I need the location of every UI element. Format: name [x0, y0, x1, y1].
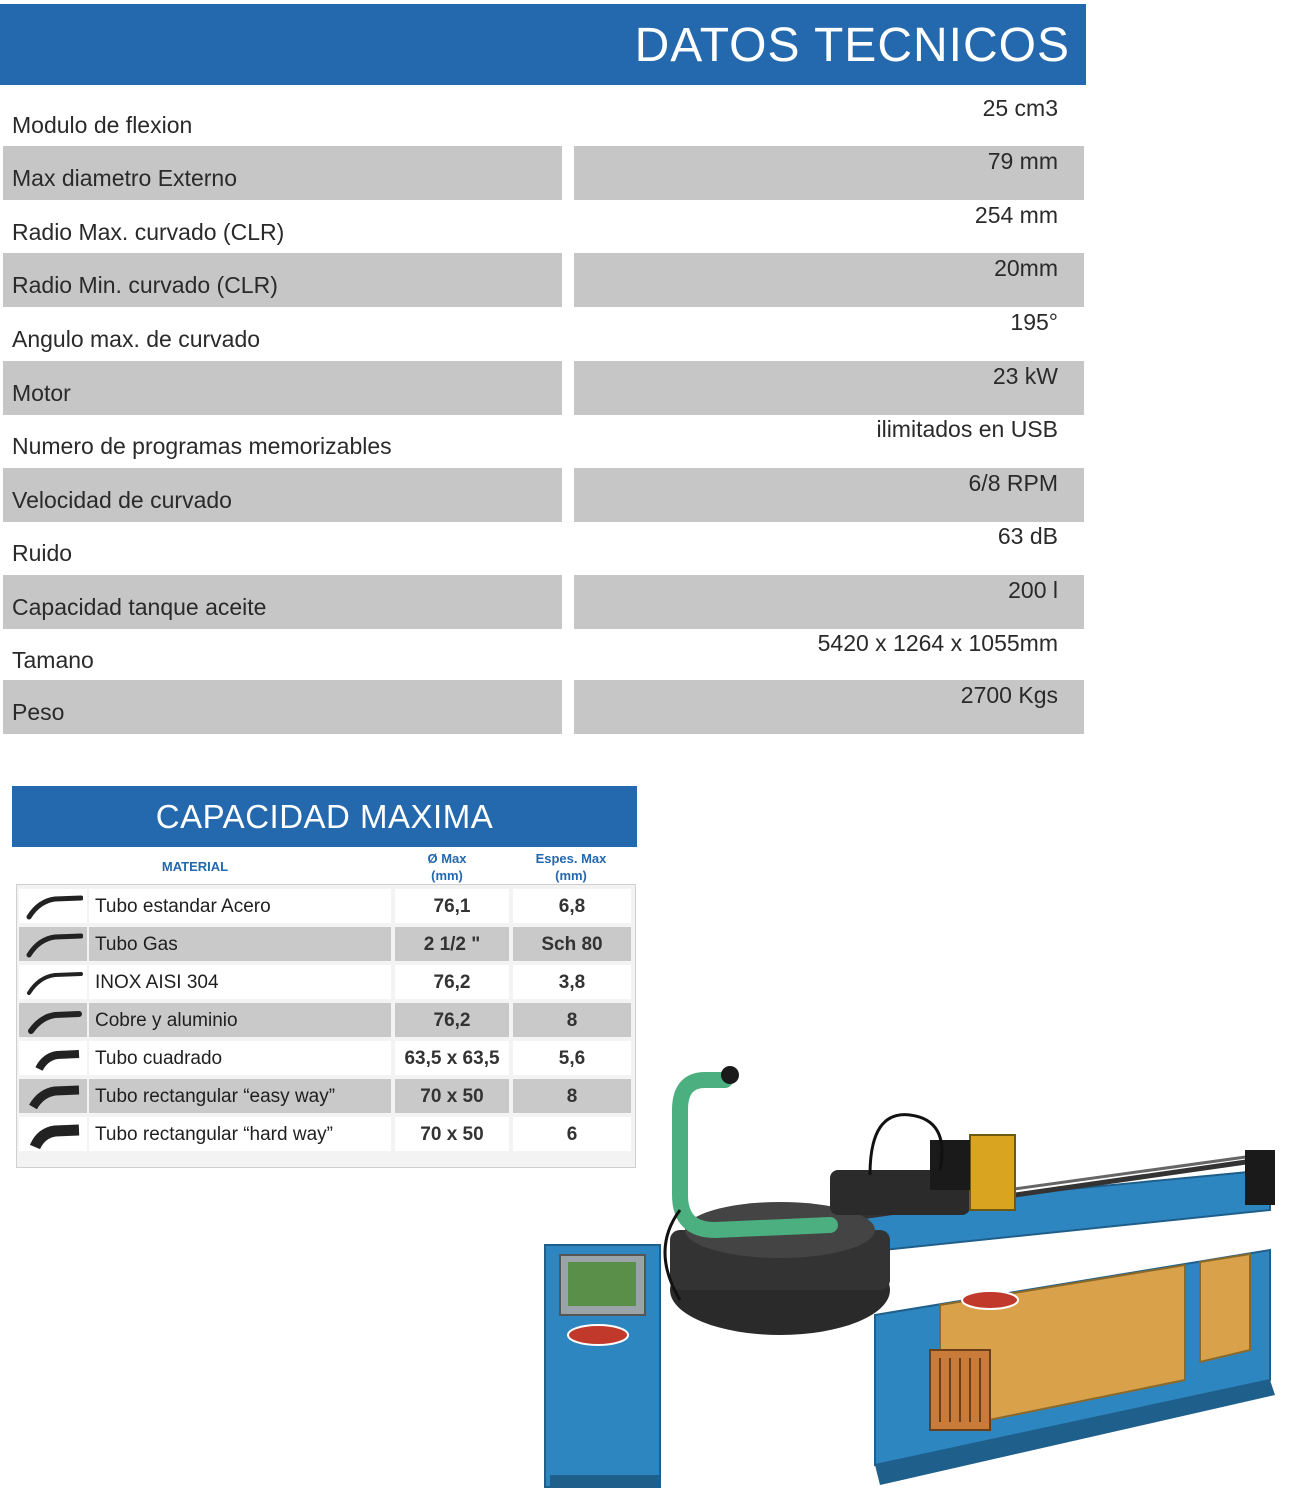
spec-label: Radio Max. curvado (CLR) — [12, 219, 285, 245]
spec-label: Angulo max. de curvado — [12, 326, 261, 352]
spec-label: Motor — [12, 380, 71, 406]
round-tube-bend-icon — [25, 969, 83, 997]
max-thickness: 6 — [566, 1124, 578, 1145]
spec-row — [0, 200, 1090, 254]
spec-label: Numero de programas memorizables — [12, 433, 392, 459]
max-diameter: 76,1 — [433, 896, 471, 917]
capacidad-maxima-banner — [12, 786, 637, 847]
max-diameter: 70 x 50 — [420, 1124, 484, 1145]
max-diameter: 76,2 — [433, 972, 471, 993]
spec-row — [0, 93, 1090, 147]
spec-label: Modulo de flexion — [12, 112, 193, 138]
spec-value: 79 mm — [987, 148, 1058, 174]
max-thickness: 3,8 — [558, 972, 586, 993]
max-diameter: 70 x 50 — [420, 1086, 484, 1107]
spec-label: Peso — [12, 699, 65, 725]
spec-row — [0, 468, 1090, 522]
material-name: Cobre y aluminio — [95, 1010, 238, 1031]
spec-label: Ruido — [12, 540, 73, 566]
table-row — [17, 925, 635, 963]
spec-value: 6/8 RPM — [968, 470, 1058, 496]
material-name: Tubo rectangular “easy way” — [95, 1086, 336, 1107]
square-tube-bend-icon — [25, 1045, 83, 1073]
spec-value: 25 cm3 — [982, 95, 1058, 121]
spec-label: Velocidad de curvado — [12, 487, 232, 513]
spec-value: 5420 x 1264 x 1055mm — [817, 630, 1058, 656]
max-thickness: 8 — [566, 1010, 578, 1031]
material-name: INOX AISI 304 — [95, 972, 219, 993]
rect-tube-bend-icon — [25, 1083, 83, 1111]
spec-value: ilimitados en USB — [876, 416, 1058, 442]
spec-value: 2700 Kgs — [960, 682, 1058, 708]
datos-tecnicos-banner — [0, 4, 1086, 85]
tube-bending-machine-illustration — [530, 1050, 1300, 1495]
spec-value: 63 dB — [997, 523, 1058, 549]
spec-value: 20mm — [994, 255, 1058, 281]
table-row — [17, 887, 635, 925]
spec-row — [0, 414, 1090, 468]
spec-row — [0, 575, 1090, 629]
spec-label: Max diametro Externo — [12, 165, 237, 191]
spec-value: 200 l — [1008, 577, 1058, 603]
round-tube-bend-icon — [25, 931, 83, 959]
spec-label: Tamano — [12, 647, 94, 673]
max-thickness: 6,8 — [558, 896, 586, 917]
material-name: Tubo Gas — [95, 934, 178, 955]
table-row — [17, 963, 635, 1001]
round-tube-bend-icon — [25, 893, 83, 921]
material-header: MATERIAL — [161, 859, 229, 874]
spec-row — [0, 361, 1090, 415]
thickness-header: Espes. Max (mm) — [535, 851, 607, 883]
round-tube-bend-icon — [25, 1007, 83, 1035]
spec-row — [0, 253, 1090, 307]
spec-label: Radio Min. curvado (CLR) — [12, 272, 278, 298]
spec-row — [0, 680, 1090, 734]
spec-label: Capacidad tanque aceite — [12, 594, 267, 620]
max-diameter: 76,2 — [433, 1010, 471, 1031]
spec-row — [0, 307, 1090, 361]
spec-row — [0, 146, 1090, 200]
spec-value: 195° — [1010, 309, 1058, 335]
spec-value: 23 kW — [992, 363, 1058, 389]
max-thickness: Sch 80 — [541, 934, 603, 955]
material-name: Tubo cuadrado — [95, 1048, 223, 1069]
max-diameter: 63,5 x 63,5 — [404, 1048, 500, 1069]
max-diameter: 2 1/2 " — [423, 934, 481, 955]
spec-value: 254 mm — [974, 202, 1058, 228]
diameter-header: Ø Max (mm) — [427, 851, 467, 883]
max-thickness: 5,6 — [558, 1048, 586, 1069]
material-name: Tubo rectangular “hard way” — [95, 1124, 333, 1145]
table-row — [17, 1001, 635, 1039]
material-name: Tubo estandar Acero — [95, 896, 271, 917]
datos-tecnicos-title: DATOS TECNICOS — [634, 19, 1070, 72]
spec-row — [0, 628, 1090, 682]
max-thickness: 8 — [566, 1086, 578, 1107]
capacidad-maxima-title: CAPACIDAD MAXIMA — [155, 798, 494, 835]
rect-tube-bend-icon — [25, 1121, 83, 1151]
spec-row — [0, 521, 1090, 575]
